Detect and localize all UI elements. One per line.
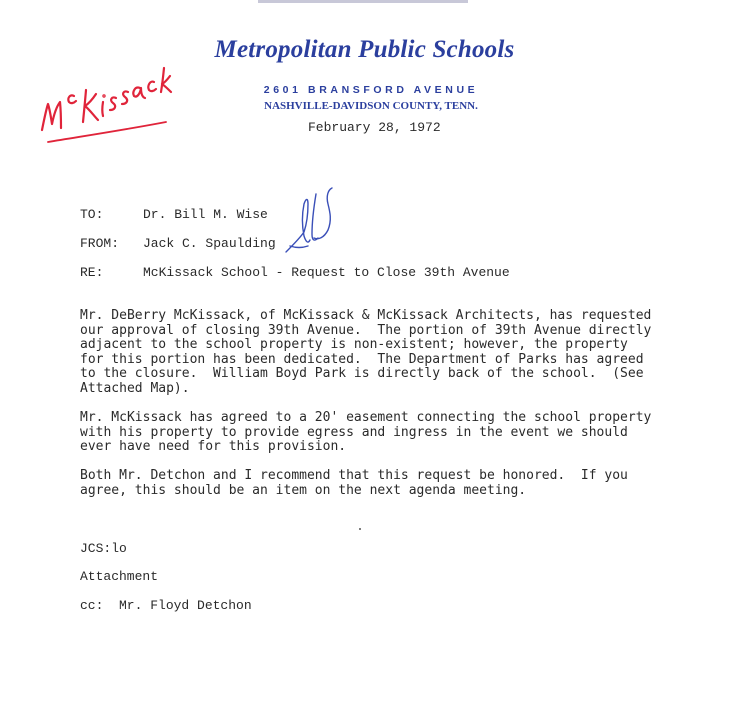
body-paragraph-2: Mr. McKissack has agreed to a 20' easement connecting the school property with his property to provide egress and ingress in the event we should ever have need for this provision. <box>80 410 652 455</box>
body-paragraph-1: Mr. DeBerry McKissack, of McKissack & McKissack Architects, has requested our approval of closing 39th Avenue. The portion of 39th Avenue directly adjacent to the school property is non-existent; however, the property for this portion has been dedicated. The Department of Parks has agreed to the closure. William Boyd Park is directly back of the school. (See Attached Map). <box>80 308 652 396</box>
letterhead-address: 2601 BRANSFORD AVENUE <box>263 84 479 96</box>
jcs-signature-initials <box>282 186 342 256</box>
memo-re-label: RE: <box>80 265 104 280</box>
top-edge-mark <box>258 0 468 3</box>
memo-re-value: McKissack School - Request to Close 39th Avenue <box>143 265 510 280</box>
stray-mark <box>359 528 361 530</box>
attachment-note: Attachment <box>80 569 159 584</box>
memo-to-row <box>80 207 268 222</box>
letterhead-city: NASHVILLE-DAVIDSON COUNTY, TENN. <box>264 100 478 112</box>
memo-re-row <box>80 265 510 280</box>
reference-initials: JCS:lo <box>80 541 127 556</box>
memo-date: February 28, 1972 <box>308 120 441 135</box>
memo-to-value: Dr. Bill M. Wise <box>143 207 268 222</box>
memo-to-label: TO: <box>80 207 104 222</box>
memo-from-value: Jack C. Spaulding <box>143 236 276 251</box>
memo-from-row <box>80 236 276 251</box>
body-paragraph-3: Both Mr. Detchon and I recommend that this request be honored. If you agree, this should be an item on the next agenda meeting. <box>80 468 628 498</box>
memo-from-label: FROM: <box>80 236 120 251</box>
mckissack-handwritten-stamp <box>34 60 184 160</box>
cc-line: cc: Mr. Floyd Detchon <box>80 598 252 613</box>
letterhead-organization: Metropolitan Public Schools <box>214 36 515 63</box>
